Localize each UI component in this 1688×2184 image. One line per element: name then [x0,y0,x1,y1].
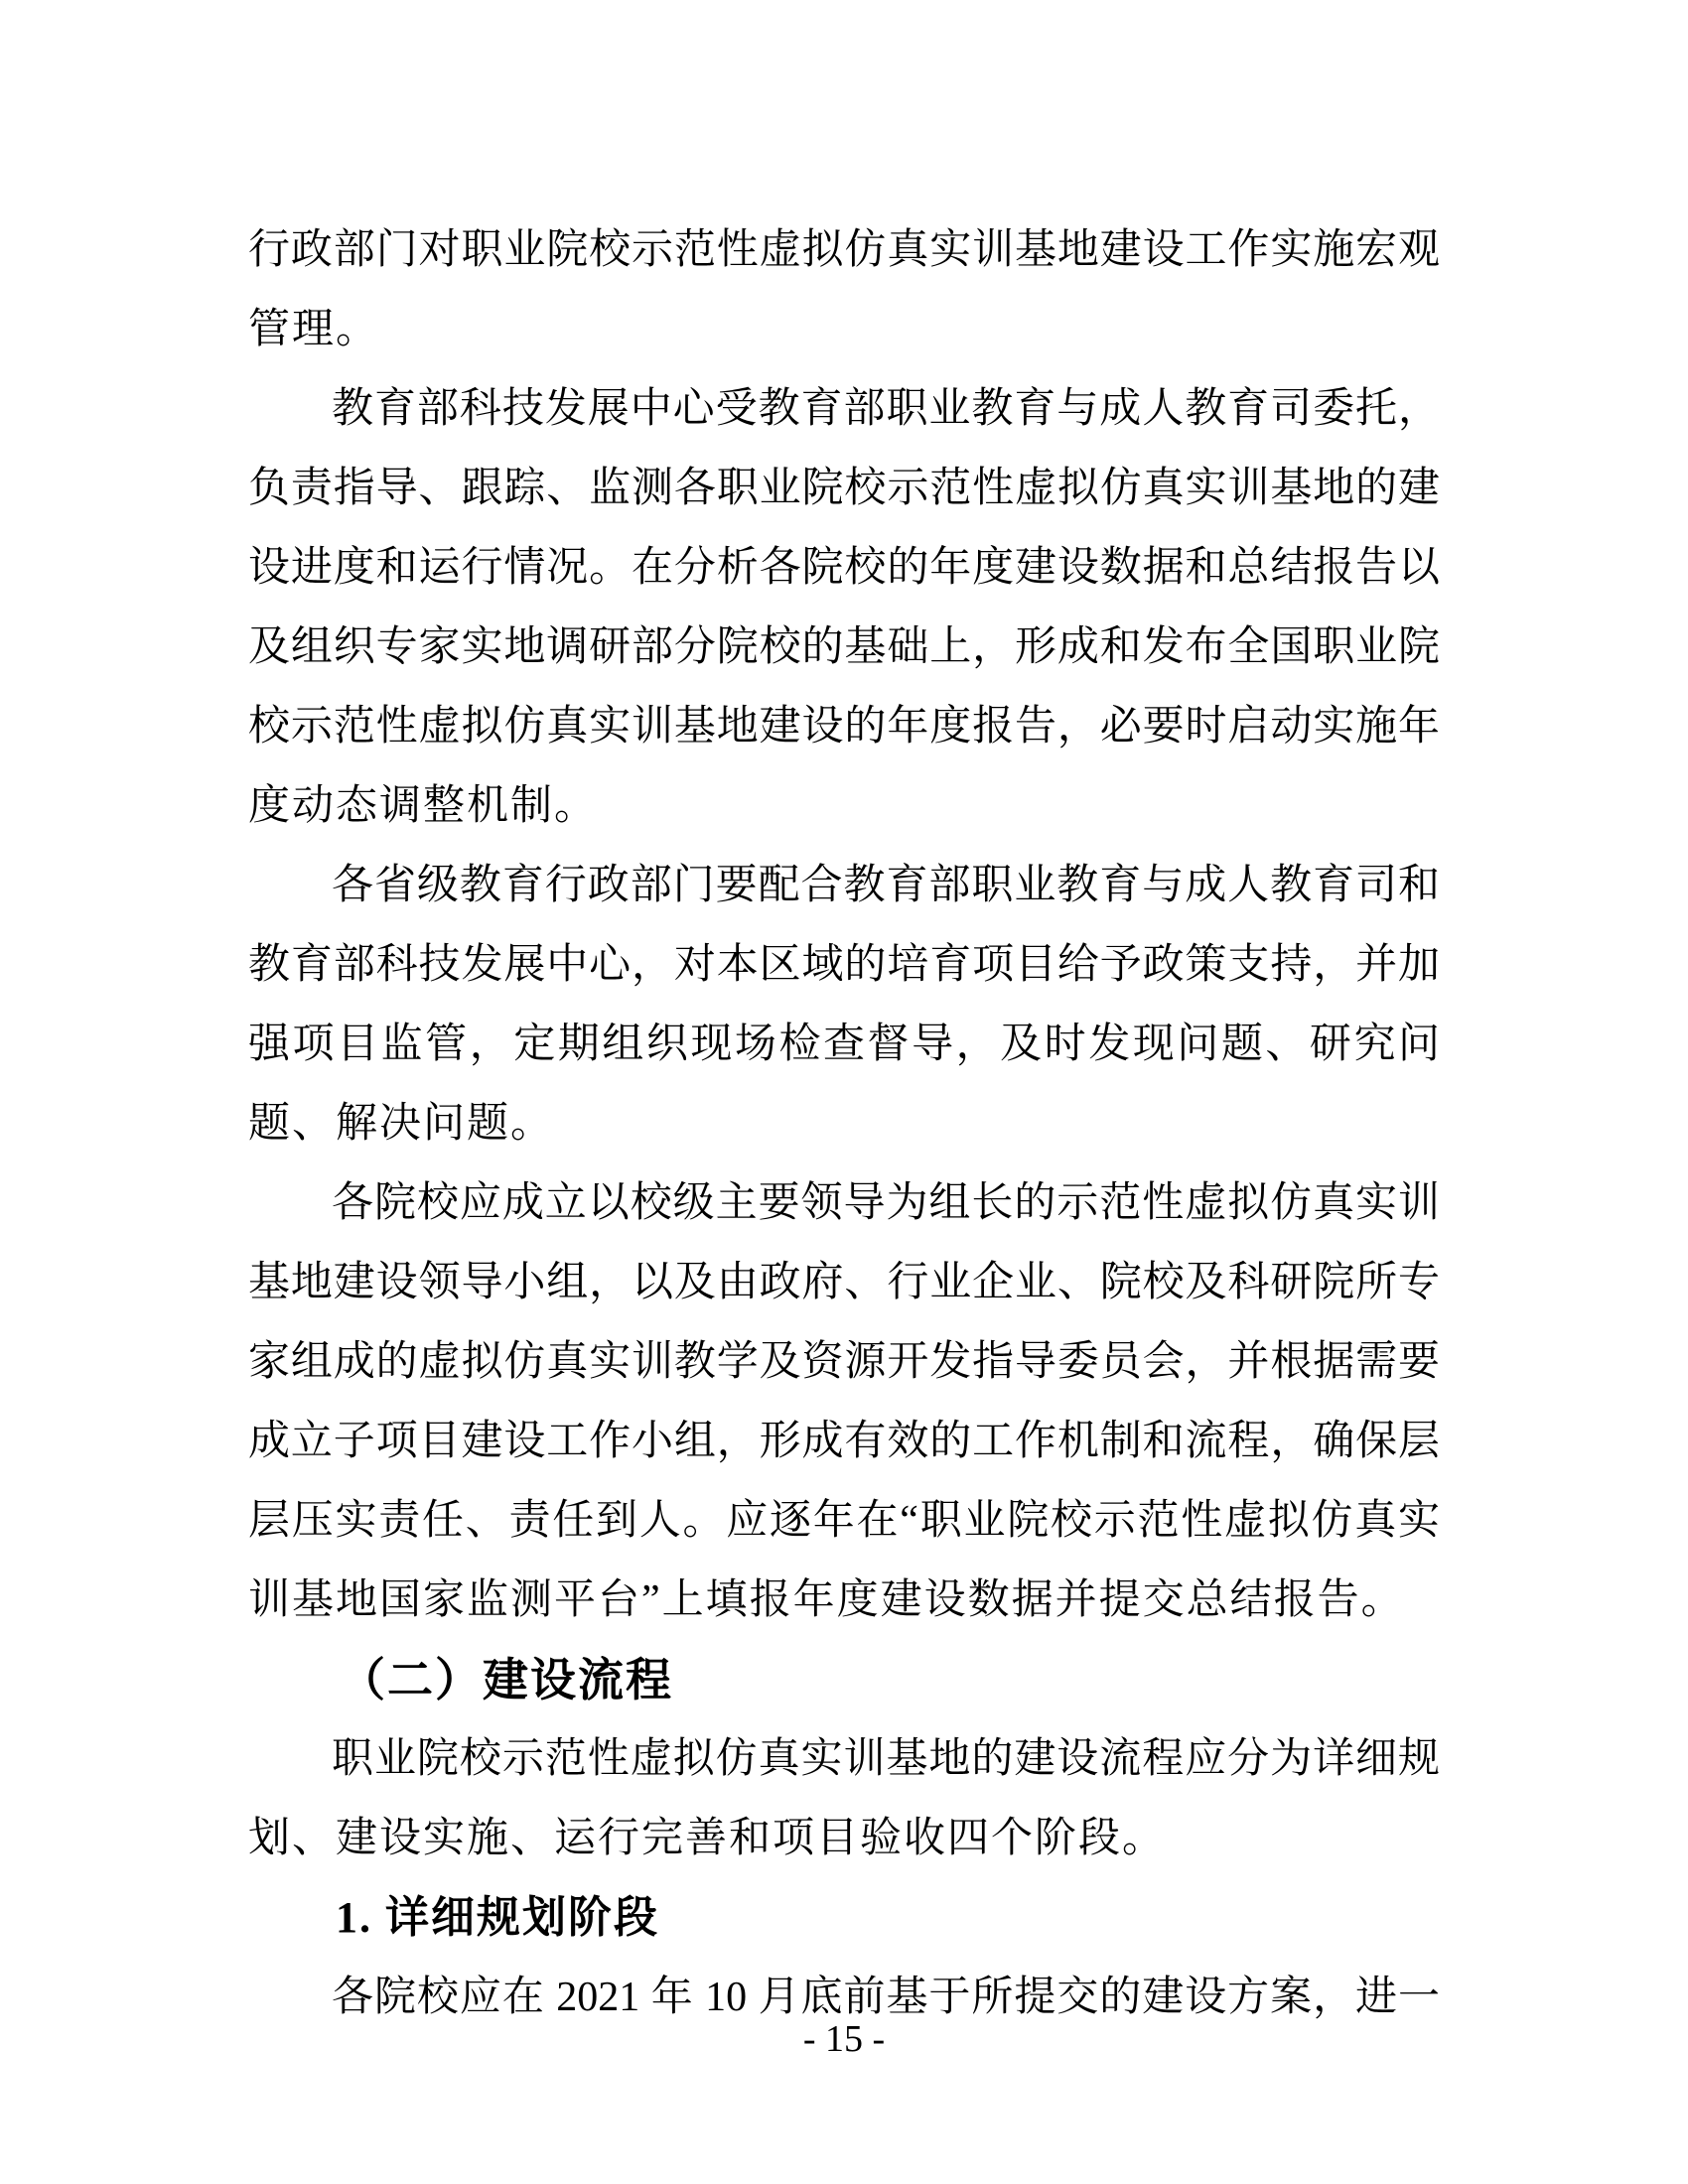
text-line: 教育部科技发展中心，对本区域的培育项目给予政策支持，并加 [248,942,1440,988]
text-line: 及组织专家实地调研部分院校的基础上，形成和发布全国职业院 [248,624,1440,670]
text-line: 各院校应成立以校级主要领导为组长的示范性虚拟仿真实训 [332,1180,1440,1226]
text-line: 基地建设领导小组，以及由政府、行业企业、院校及科研院所专 [248,1260,1440,1305]
text-line: 管理。 [248,307,380,352]
text-line: 训基地国家监测平台”上填报年度建设数据并提交总结报告。 [248,1577,1405,1623]
text-line: 1. 详细规划阶段 [336,1893,659,1942]
text-line: 职业院校示范性虚拟仿真实训基地的建设流程应分为详细规 [332,1736,1440,1782]
document-lines [248,210,1440,2037]
text-line: 校示范性虚拟仿真实训基地建设的年度报告，必要时启动实施年 [248,704,1440,750]
text-line: 负责指导、跟踪、监测各职业院校示范性虚拟仿真实训基地的建 [248,466,1440,511]
text-line: 度动态调整机制。 [248,783,599,829]
text-line: 各省级教育行政部门要配合教育部职业教育与成人教育司和 [332,863,1440,908]
text-line: （二）建设流程 [340,1654,673,1706]
text-line: 成立子项目建设工作小组，形成有效的工作机制和流程，确保层 [248,1419,1440,1464]
text-line: 行政部门对职业院校示范性虚拟仿真实训基地建设工作实施宏观 [248,227,1440,273]
text-line: 层压实责任、责任到人。应逐年在“职业院校示范性虚拟仿真实 [248,1498,1440,1544]
text-line: 各院校应在 2021 年 10 月底前基于所提交的建设方案，进一 [332,1975,1440,2020]
text-line: 题、解决问题。 [248,1101,555,1147]
text-line: 教育部科技发展中心受教育部职业教育与成人教育司委托， [332,386,1440,432]
text-line: 强项目监管，定期组织现场检查督导，及时发现问题、研究问 [248,1022,1440,1067]
text-line: 设进度和运行情况。在分析各院校的年度建设数据和总结报告以 [248,545,1440,591]
page-number: - 15 - [802,2018,886,2060]
text-line: 家组成的虚拟仿真实训教学及资源开发指导委员会，并根据需要 [248,1339,1440,1385]
text-line: 划、建设实施、运行完善和项目验收四个阶段。 [248,1816,1167,1861]
